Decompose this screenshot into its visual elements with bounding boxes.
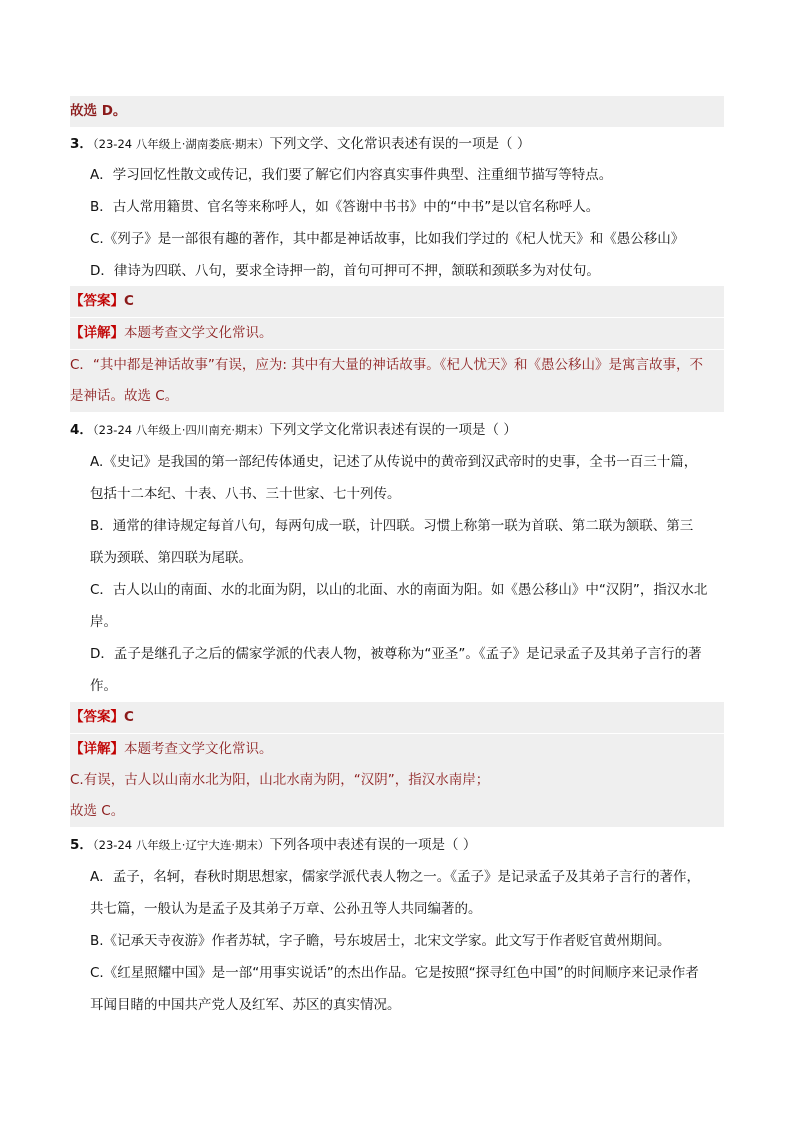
question-4-option-b-cont: 联为颈联、第四联为尾联。 [90,550,252,566]
question-3-stem: 3．（23-24 八年级上·湖南娄底·期末）下列文学、文化常识表述有误的一项是（ ） [70,136,531,152]
question-4-option-a-cont: 包括十二本纪、十表、八书、三十世家、七十列传。 [90,486,401,502]
question-4-answer: 【答案】C [70,702,724,733]
question-3-explanation-line-2: 是神话。故选 C。 [70,381,724,412]
question-3-option-c: C.《列子》是一部很有趣的著作，其中都是神话故事，比如我们学过的《杞人忧天》和《愚公移山》 [90,231,685,247]
question-3-answer: 【答案】C [70,286,724,317]
question-4-explanation-line-2: 故选 C。 [70,796,724,827]
previous-answer-conclusion: 故选 D。 [70,96,724,127]
question-5-option-c-cont: 耳闻目睹的中国共产党人及红军、苏区的真实情况。 [90,997,401,1013]
question-3-option-b: B．古人常用籍贯、官名等来称呼人，如《答谢中书书》中的“中书”是以官名称呼人。 [90,199,600,215]
question-5-option-a: A．孟子，名轲，春秋时期思想家，儒家学派代表人物之一。《孟子》是记录孟子及其弟子言行的著作， [90,869,700,885]
question-3-explanation-line-1: C．“其中都是神话故事”有误，应为: 其中有大量的神话故事。《杞人忧天》和《愚公移山》是寓言故事，不 [70,350,724,381]
question-5-option-b: B.《记承天寺夜游》作者苏轼，字子瞻，号东坡居士，北宋文学家。此文写于作者贬官黄州期间。 [90,933,671,949]
question-4-explanation-line-1: C.有误，古人以山南水北为阳，山北水南为阴，“汉阴”，指汉水南岸； [70,765,724,796]
question-3-option-d: D．律诗为四联、八句，要求全诗押一韵，首句可押可不押，颔联和颈联多为对仗句。 [90,263,600,279]
question-3-option-a: A．学习回忆性散文或传记，我们要了解它们内容真实事件典型、注重细节描写等特点。 [90,167,613,183]
question-4-detail: 【详解】本题考查文学文化常识。 [70,734,724,765]
question-4-option-b: B．通常的律诗规定每首八句，每两句成一联，计四联。习惯上称第一联为首联、第二联为颔联、第三 [90,518,694,534]
question-5-stem: 5．（23-24 八年级上·辽宁大连·期末）下列各项中表述有误的一项是（ ） [70,837,477,853]
question-4-option-c: C．古人以山的南面、水的北面为阴，以山的北面、水的南面为阳。如《愚公移山》中“汉阴”，指汉水北 [90,582,708,598]
question-3-detail: 【详解】本题考查文学文化常识。 [70,318,724,349]
question-4-option-c-cont: 岸。 [90,614,117,630]
question-4-option-d-cont: 作。 [90,678,117,694]
question-4-option-a: A.《史记》是我国的第一部纪传体通史，记述了从传说中的黄帝到汉武帝时的史事，全书一百三十篇， [90,454,698,470]
question-4-option-d: D．孟子是继孔子之后的儒家学派的代表人物，被尊称为“亚圣”。《孟子》是记录孟子及其弟子言行的著 [90,646,702,662]
question-4-stem: 4．（23-24 八年级上·四川南充·期末）下列文学文化常识表述有误的一项是（ ） [70,422,517,438]
question-5-option-c: C.《红星照耀中国》是一部“用事实说话”的杰出作品。它是按照“探寻红色中国”的时间顺序来记录作者 [90,965,699,981]
question-5-option-a-cont: 共七篇，一般认为是孟子及其弟子万章、公孙丑等人共同编著的。 [90,901,482,917]
